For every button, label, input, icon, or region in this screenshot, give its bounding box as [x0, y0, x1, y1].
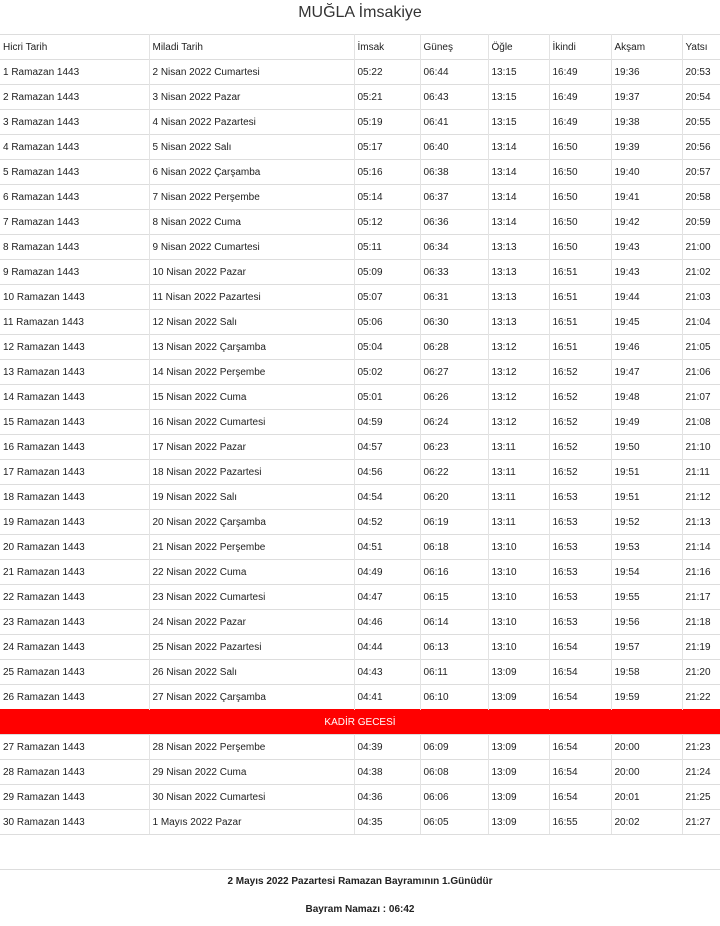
bayram-namazi: Bayram Namazı : 06:42 [305, 904, 415, 915]
cell-gunes: 06:30 [420, 310, 488, 335]
cell-gunes: 06:10 [420, 685, 488, 710]
cell-miladi: 2 Nisan 2022 Cumartesi [149, 60, 354, 85]
cell-aksam: 19:50 [611, 435, 682, 460]
cell-ikindi: 16:52 [549, 435, 611, 460]
cell-ogle: 13:12 [488, 335, 549, 360]
cell-yatsi: 20:59 [682, 210, 720, 235]
cell-miladi: 12 Nisan 2022 Salı [149, 310, 354, 335]
table-row [0, 335, 720, 360]
cell-ogle: 13:12 [488, 360, 549, 385]
cell-yatsi: 21:22 [682, 685, 720, 710]
cell-imsak: 05:14 [354, 185, 420, 210]
table-row [0, 560, 720, 585]
cell-ikindi: 16:51 [549, 310, 611, 335]
cell-ogle: 13:11 [488, 510, 549, 535]
cell-ikindi: 16:52 [549, 360, 611, 385]
cell-miladi: 6 Nisan 2022 Çarşamba [149, 160, 354, 185]
imsakiye-table [0, 34, 720, 835]
cell-yatsi: 21:13 [682, 510, 720, 535]
cell-ikindi: 16:54 [549, 735, 611, 760]
cell-yatsi: 20:58 [682, 185, 720, 210]
cell-imsak: 04:51 [354, 535, 420, 560]
cell-aksam: 19:43 [611, 235, 682, 260]
cell-imsak: 04:43 [354, 660, 420, 685]
cell-ogle: 13:09 [488, 785, 549, 810]
table-row [0, 760, 720, 785]
table-row [0, 635, 720, 660]
cell-yatsi: 21:24 [682, 760, 720, 785]
cell-hicri: 16 Ramazan 1443 [0, 435, 149, 460]
cell-gunes: 06:18 [420, 535, 488, 560]
cell-imsak: 05:17 [354, 135, 420, 160]
cell-ikindi: 16:54 [549, 635, 611, 660]
cell-yatsi: 21:05 [682, 335, 720, 360]
cell-hicri: 21 Ramazan 1443 [0, 560, 149, 585]
table-row [0, 435, 720, 460]
cell-hicri: 5 Ramazan 1443 [0, 160, 149, 185]
table-row [0, 185, 720, 210]
cell-yatsi: 21:11 [682, 460, 720, 485]
cell-ikindi: 16:52 [549, 460, 611, 485]
cell-gunes: 06:06 [420, 785, 488, 810]
column-header-imsak: İmsak [354, 35, 420, 60]
cell-hicri: 25 Ramazan 1443 [0, 660, 149, 685]
cell-imsak: 04:54 [354, 485, 420, 510]
cell-ikindi: 16:50 [549, 210, 611, 235]
cell-gunes: 06:37 [420, 185, 488, 210]
cell-miladi: 29 Nisan 2022 Cuma [149, 760, 354, 785]
cell-ikindi: 16:53 [549, 610, 611, 635]
kadir-gecesi-row [0, 710, 720, 735]
cell-ogle: 13:10 [488, 585, 549, 610]
cell-miladi: 24 Nisan 2022 Pazar [149, 610, 354, 635]
cell-miladi: 17 Nisan 2022 Pazar [149, 435, 354, 460]
cell-yatsi: 21:23 [682, 735, 720, 760]
cell-yatsi: 20:53 [682, 60, 720, 85]
cell-aksam: 19:41 [611, 185, 682, 210]
cell-aksam: 19:59 [611, 685, 682, 710]
cell-ogle: 13:09 [488, 685, 549, 710]
cell-gunes: 06:36 [420, 210, 488, 235]
cell-imsak: 04:44 [354, 635, 420, 660]
cell-yatsi: 21:17 [682, 585, 720, 610]
cell-imsak: 04:35 [354, 810, 420, 835]
column-header-aksam: Akşam [611, 35, 682, 60]
cell-aksam: 19:58 [611, 660, 682, 685]
table-row [0, 135, 720, 160]
cell-yatsi: 21:08 [682, 410, 720, 435]
cell-hicri: 28 Ramazan 1443 [0, 760, 149, 785]
table-row [0, 485, 720, 510]
cell-gunes: 06:38 [420, 160, 488, 185]
table-row [0, 785, 720, 810]
cell-yatsi: 20:57 [682, 160, 720, 185]
cell-yatsi: 21:12 [682, 485, 720, 510]
cell-aksam: 19:46 [611, 335, 682, 360]
cell-gunes: 06:11 [420, 660, 488, 685]
cell-imsak: 05:04 [354, 335, 420, 360]
column-header-ogle: Öğle [488, 35, 549, 60]
cell-ogle: 13:13 [488, 260, 549, 285]
cell-miladi: 21 Nisan 2022 Perşembe [149, 535, 354, 560]
cell-yatsi: 21:25 [682, 785, 720, 810]
cell-gunes: 06:08 [420, 760, 488, 785]
cell-miladi: 9 Nisan 2022 Cumartesi [149, 235, 354, 260]
cell-hicri: 14 Ramazan 1443 [0, 385, 149, 410]
cell-miladi: 10 Nisan 2022 Pazar [149, 260, 354, 285]
column-header-gunes: Güneş [420, 35, 488, 60]
table-row [0, 360, 720, 385]
cell-ikindi: 16:51 [549, 335, 611, 360]
cell-ogle: 13:10 [488, 610, 549, 635]
kadir-gecesi-label: KADİR GECESİ [0, 710, 720, 735]
cell-miladi: 26 Nisan 2022 Salı [149, 660, 354, 685]
table-row [0, 210, 720, 235]
cell-yatsi: 21:03 [682, 285, 720, 310]
cell-imsak: 04:49 [354, 560, 420, 585]
cell-miladi: 7 Nisan 2022 Perşembe [149, 185, 354, 210]
cell-aksam: 19:53 [611, 535, 682, 560]
cell-ogle: 13:10 [488, 560, 549, 585]
cell-hicri: 10 Ramazan 1443 [0, 285, 149, 310]
cell-imsak: 04:47 [354, 585, 420, 610]
cell-yatsi: 21:00 [682, 235, 720, 260]
table-row [0, 510, 720, 535]
cell-gunes: 06:24 [420, 410, 488, 435]
cell-hicri: 4 Ramazan 1443 [0, 135, 149, 160]
cell-imsak: 05:22 [354, 60, 420, 85]
table-body [0, 60, 720, 835]
cell-imsak: 05:21 [354, 85, 420, 110]
cell-imsak: 04:38 [354, 760, 420, 785]
cell-miladi: 23 Nisan 2022 Cumartesi [149, 585, 354, 610]
bayram-info: 2 Mayıs 2022 Pazartesi Ramazan Bayramının 1.Günüdür [227, 876, 493, 887]
cell-ikindi: 16:50 [549, 160, 611, 185]
cell-ikindi: 16:54 [549, 760, 611, 785]
cell-miladi: 8 Nisan 2022 Cuma [149, 210, 354, 235]
cell-yatsi: 21:06 [682, 360, 720, 385]
cell-imsak: 05:12 [354, 210, 420, 235]
cell-miladi: 15 Nisan 2022 Cuma [149, 385, 354, 410]
cell-ikindi: 16:52 [549, 385, 611, 410]
cell-ikindi: 16:51 [549, 285, 611, 310]
table-row [0, 410, 720, 435]
cell-gunes: 06:31 [420, 285, 488, 310]
cell-imsak: 05:02 [354, 360, 420, 385]
cell-yatsi: 21:18 [682, 610, 720, 635]
cell-aksam: 19:36 [611, 60, 682, 85]
cell-miladi: 1 Mayıs 2022 Pazar [149, 810, 354, 835]
cell-hicri: 15 Ramazan 1443 [0, 410, 149, 435]
cell-ogle: 13:13 [488, 235, 549, 260]
cell-ogle: 13:14 [488, 160, 549, 185]
cell-hicri: 26 Ramazan 1443 [0, 685, 149, 710]
cell-miladi: 19 Nisan 2022 Salı [149, 485, 354, 510]
cell-aksam: 20:00 [611, 760, 682, 785]
cell-ikindi: 16:50 [549, 235, 611, 260]
table-row [0, 60, 720, 85]
cell-imsak: 04:56 [354, 460, 420, 485]
cell-ogle: 13:12 [488, 410, 549, 435]
cell-ikindi: 16:53 [549, 535, 611, 560]
table-row [0, 285, 720, 310]
cell-miladi: 3 Nisan 2022 Pazar [149, 85, 354, 110]
cell-ogle: 13:14 [488, 185, 549, 210]
cell-ogle: 13:13 [488, 310, 549, 335]
cell-ogle: 13:14 [488, 135, 549, 160]
cell-yatsi: 20:55 [682, 110, 720, 135]
cell-hicri: 9 Ramazan 1443 [0, 260, 149, 285]
cell-aksam: 19:56 [611, 610, 682, 635]
cell-yatsi: 21:16 [682, 560, 720, 585]
cell-hicri: 22 Ramazan 1443 [0, 585, 149, 610]
cell-ogle: 13:14 [488, 210, 549, 235]
cell-ikindi: 16:54 [549, 660, 611, 685]
cell-hicri: 23 Ramazan 1443 [0, 610, 149, 635]
cell-ikindi: 16:49 [549, 85, 611, 110]
cell-ogle: 13:09 [488, 735, 549, 760]
cell-hicri: 13 Ramazan 1443 [0, 360, 149, 385]
cell-ogle: 13:15 [488, 60, 549, 85]
cell-yatsi: 21:04 [682, 310, 720, 335]
cell-yatsi: 20:56 [682, 135, 720, 160]
cell-gunes: 06:43 [420, 85, 488, 110]
cell-imsak: 05:16 [354, 160, 420, 185]
cell-aksam: 19:51 [611, 460, 682, 485]
cell-imsak: 05:19 [354, 110, 420, 135]
cell-hicri: 7 Ramazan 1443 [0, 210, 149, 235]
cell-hicri: 18 Ramazan 1443 [0, 485, 149, 510]
cell-yatsi: 21:19 [682, 635, 720, 660]
cell-gunes: 06:23 [420, 435, 488, 460]
table-row [0, 460, 720, 485]
cell-ikindi: 16:54 [549, 685, 611, 710]
cell-yatsi: 21:07 [682, 385, 720, 410]
column-header-hicri: Hicri Tarih [0, 35, 149, 60]
cell-ikindi: 16:53 [549, 485, 611, 510]
cell-gunes: 06:05 [420, 810, 488, 835]
table-row [0, 85, 720, 110]
cell-hicri: 6 Ramazan 1443 [0, 185, 149, 210]
cell-gunes: 06:28 [420, 335, 488, 360]
cell-ogle: 13:10 [488, 635, 549, 660]
cell-ikindi: 16:52 [549, 410, 611, 435]
cell-aksam: 19:47 [611, 360, 682, 385]
cell-imsak: 04:59 [354, 410, 420, 435]
cell-imsak: 05:09 [354, 260, 420, 285]
cell-ikindi: 16:49 [549, 110, 611, 135]
cell-miladi: 5 Nisan 2022 Salı [149, 135, 354, 160]
cell-miladi: 27 Nisan 2022 Çarşamba [149, 685, 354, 710]
cell-aksam: 19:37 [611, 85, 682, 110]
cell-gunes: 06:19 [420, 510, 488, 535]
cell-miladi: 11 Nisan 2022 Pazartesi [149, 285, 354, 310]
cell-hicri: 12 Ramazan 1443 [0, 335, 149, 360]
table-row [0, 685, 720, 710]
cell-ikindi: 16:50 [549, 135, 611, 160]
cell-ogle: 13:13 [488, 285, 549, 310]
cell-miladi: 18 Nisan 2022 Pazartesi [149, 460, 354, 485]
cell-miladi: 4 Nisan 2022 Pazartesi [149, 110, 354, 135]
cell-miladi: 20 Nisan 2022 Çarşamba [149, 510, 354, 535]
cell-gunes: 06:15 [420, 585, 488, 610]
cell-gunes: 06:34 [420, 235, 488, 260]
cell-ogle: 13:09 [488, 660, 549, 685]
table-row [0, 585, 720, 610]
table-row [0, 310, 720, 335]
cell-ogle: 13:11 [488, 460, 549, 485]
cell-miladi: 30 Nisan 2022 Cumartesi [149, 785, 354, 810]
cell-hicri: 11 Ramazan 1443 [0, 310, 149, 335]
cell-miladi: 16 Nisan 2022 Cumartesi [149, 410, 354, 435]
table-row [0, 110, 720, 135]
cell-imsak: 04:57 [354, 435, 420, 460]
cell-gunes: 06:33 [420, 260, 488, 285]
cell-aksam: 20:01 [611, 785, 682, 810]
cell-miladi: 14 Nisan 2022 Perşembe [149, 360, 354, 385]
cell-imsak: 05:06 [354, 310, 420, 335]
cell-imsak: 04:36 [354, 785, 420, 810]
cell-aksam: 20:02 [611, 810, 682, 835]
column-header-yatsi: Yatsı [682, 35, 720, 60]
cell-hicri: 27 Ramazan 1443 [0, 735, 149, 760]
table-row [0, 535, 720, 560]
table-row [0, 810, 720, 835]
cell-hicri: 3 Ramazan 1443 [0, 110, 149, 135]
cell-aksam: 19:42 [611, 210, 682, 235]
cell-aksam: 19:57 [611, 635, 682, 660]
cell-gunes: 06:16 [420, 560, 488, 585]
cell-aksam: 19:48 [611, 385, 682, 410]
cell-ogle: 13:09 [488, 810, 549, 835]
column-header-miladi: Miladi Tarih [149, 35, 354, 60]
cell-aksam: 19:54 [611, 560, 682, 585]
table-row [0, 385, 720, 410]
cell-ikindi: 16:49 [549, 60, 611, 85]
cell-hicri: 24 Ramazan 1443 [0, 635, 149, 660]
table-row [0, 260, 720, 285]
cell-imsak: 04:39 [354, 735, 420, 760]
cell-gunes: 06:40 [420, 135, 488, 160]
cell-ikindi: 16:50 [549, 185, 611, 210]
cell-gunes: 06:41 [420, 110, 488, 135]
cell-ikindi: 16:54 [549, 785, 611, 810]
cell-ogle: 13:09 [488, 760, 549, 785]
cell-imsak: 05:01 [354, 385, 420, 410]
table-header-row [0, 35, 720, 60]
column-header-ikindi: İkindi [549, 35, 611, 60]
cell-imsak: 04:41 [354, 685, 420, 710]
table-row [0, 610, 720, 635]
cell-yatsi: 21:10 [682, 435, 720, 460]
cell-aksam: 19:52 [611, 510, 682, 535]
cell-ogle: 13:15 [488, 110, 549, 135]
cell-yatsi: 21:14 [682, 535, 720, 560]
cell-hicri: 30 Ramazan 1443 [0, 810, 149, 835]
cell-ogle: 13:11 [488, 485, 549, 510]
cell-imsak: 05:11 [354, 235, 420, 260]
cell-aksam: 19:45 [611, 310, 682, 335]
cell-miladi: 28 Nisan 2022 Perşembe [149, 735, 354, 760]
cell-ikindi: 16:53 [549, 560, 611, 585]
table-row [0, 660, 720, 685]
cell-aksam: 19:38 [611, 110, 682, 135]
cell-ikindi: 16:53 [549, 510, 611, 535]
cell-ogle: 13:11 [488, 435, 549, 460]
footer-divider [0, 869, 720, 870]
cell-ogle: 13:12 [488, 385, 549, 410]
cell-ikindi: 16:51 [549, 260, 611, 285]
cell-yatsi: 20:54 [682, 85, 720, 110]
cell-aksam: 19:44 [611, 285, 682, 310]
cell-miladi: 22 Nisan 2022 Cuma [149, 560, 354, 585]
cell-hicri: 19 Ramazan 1443 [0, 510, 149, 535]
cell-imsak: 05:07 [354, 285, 420, 310]
cell-miladi: 13 Nisan 2022 Çarşamba [149, 335, 354, 360]
cell-aksam: 20:00 [611, 735, 682, 760]
table-row [0, 235, 720, 260]
cell-yatsi: 21:20 [682, 660, 720, 685]
cell-aksam: 19:39 [611, 135, 682, 160]
cell-gunes: 06:13 [420, 635, 488, 660]
cell-gunes: 06:26 [420, 385, 488, 410]
cell-miladi: 25 Nisan 2022 Pazartesi [149, 635, 354, 660]
cell-gunes: 06:14 [420, 610, 488, 635]
cell-gunes: 06:27 [420, 360, 488, 385]
cell-hicri: 8 Ramazan 1443 [0, 235, 149, 260]
cell-gunes: 06:09 [420, 735, 488, 760]
table-row [0, 735, 720, 760]
cell-aksam: 19:40 [611, 160, 682, 185]
cell-hicri: 1 Ramazan 1443 [0, 60, 149, 85]
cell-aksam: 19:49 [611, 410, 682, 435]
cell-ogle: 13:10 [488, 535, 549, 560]
page-title: MUĞLA İmsakiye [298, 4, 422, 21]
cell-imsak: 04:52 [354, 510, 420, 535]
cell-aksam: 19:43 [611, 260, 682, 285]
cell-hicri: 17 Ramazan 1443 [0, 460, 149, 485]
cell-hicri: 20 Ramazan 1443 [0, 535, 149, 560]
cell-ogle: 13:15 [488, 85, 549, 110]
cell-yatsi: 21:27 [682, 810, 720, 835]
cell-ikindi: 16:55 [549, 810, 611, 835]
cell-aksam: 19:55 [611, 585, 682, 610]
cell-gunes: 06:44 [420, 60, 488, 85]
cell-imsak: 04:46 [354, 610, 420, 635]
cell-yatsi: 21:02 [682, 260, 720, 285]
cell-gunes: 06:22 [420, 460, 488, 485]
cell-gunes: 06:20 [420, 485, 488, 510]
cell-ikindi: 16:53 [549, 585, 611, 610]
table-row [0, 160, 720, 185]
cell-aksam: 19:51 [611, 485, 682, 510]
cell-hicri: 29 Ramazan 1443 [0, 785, 149, 810]
cell-hicri: 2 Ramazan 1443 [0, 85, 149, 110]
